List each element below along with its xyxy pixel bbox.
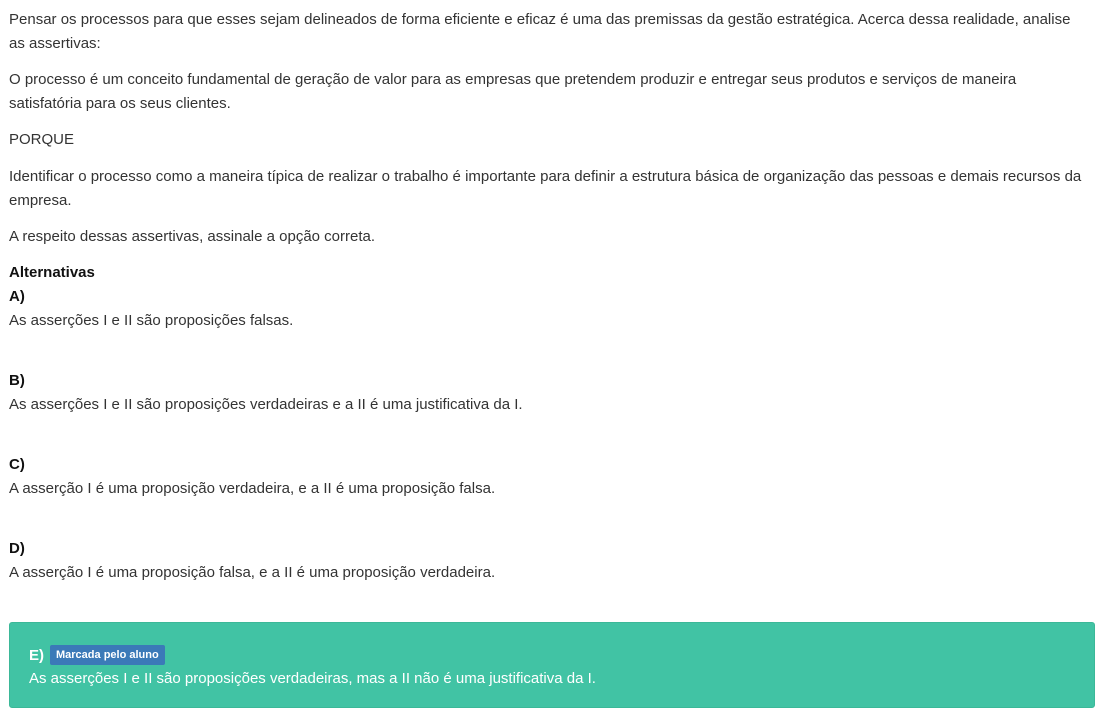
option-text: A asserção I é uma proposição verdadeira, e a II é uma proposição falsa. — [9, 480, 496, 497]
question-instruction: A respeito dessas assertivas, assinale a opção correta. — [9, 228, 376, 245]
option-text: A asserção I é uma proposição falsa, e a II é uma proposição verdadeira. — [9, 564, 496, 581]
assertion-1: O processo é um conceito fundamental de geração de valor para as empresas que pretendem produzir e entregar seus produtos e serviços de maneira satisfatória para os seus clientes. — [9, 71, 1017, 112]
alternatives-heading: Alternativas — [9, 264, 95, 281]
option-letter: B) — [9, 372, 25, 389]
option-d[interactable] — [9, 537, 1089, 585]
selected-badge: Marcada pelo aluno — [50, 645, 165, 665]
option-letter: E) — [29, 646, 44, 664]
option-e-header — [29, 644, 165, 666]
question-intro: Pensar os processos para que esses sejam delineados de forma eficiente e eficaz é uma das premissas da gestão estratégica. Acerca dessa realidade, analise as assertivas: — [9, 11, 1071, 52]
assertion-connector: PORQUE — [9, 131, 75, 148]
option-text: As asserções I e II são proposições verdadeiras, mas a II não é uma justificativa da I. — [29, 670, 596, 687]
option-a[interactable] — [9, 285, 1089, 333]
assertion-2: Identificar o processo como a maneira típica de realizar o trabalho é importante para definir a estrutura básica de organização das pessoas e demais recursos da empresa. — [9, 168, 1082, 209]
option-text: As asserções I e II são proposições verdadeiras e a II é uma justificativa da I. — [9, 396, 523, 413]
option-b[interactable] — [9, 369, 1089, 417]
option-c[interactable] — [9, 453, 1089, 501]
option-letter: A) — [9, 288, 25, 305]
option-text: As asserções I e II são proposições falsas. — [9, 312, 294, 329]
option-letter: C) — [9, 456, 25, 473]
option-e-selected[interactable] — [9, 622, 1095, 708]
option-letter: D) — [9, 540, 25, 557]
